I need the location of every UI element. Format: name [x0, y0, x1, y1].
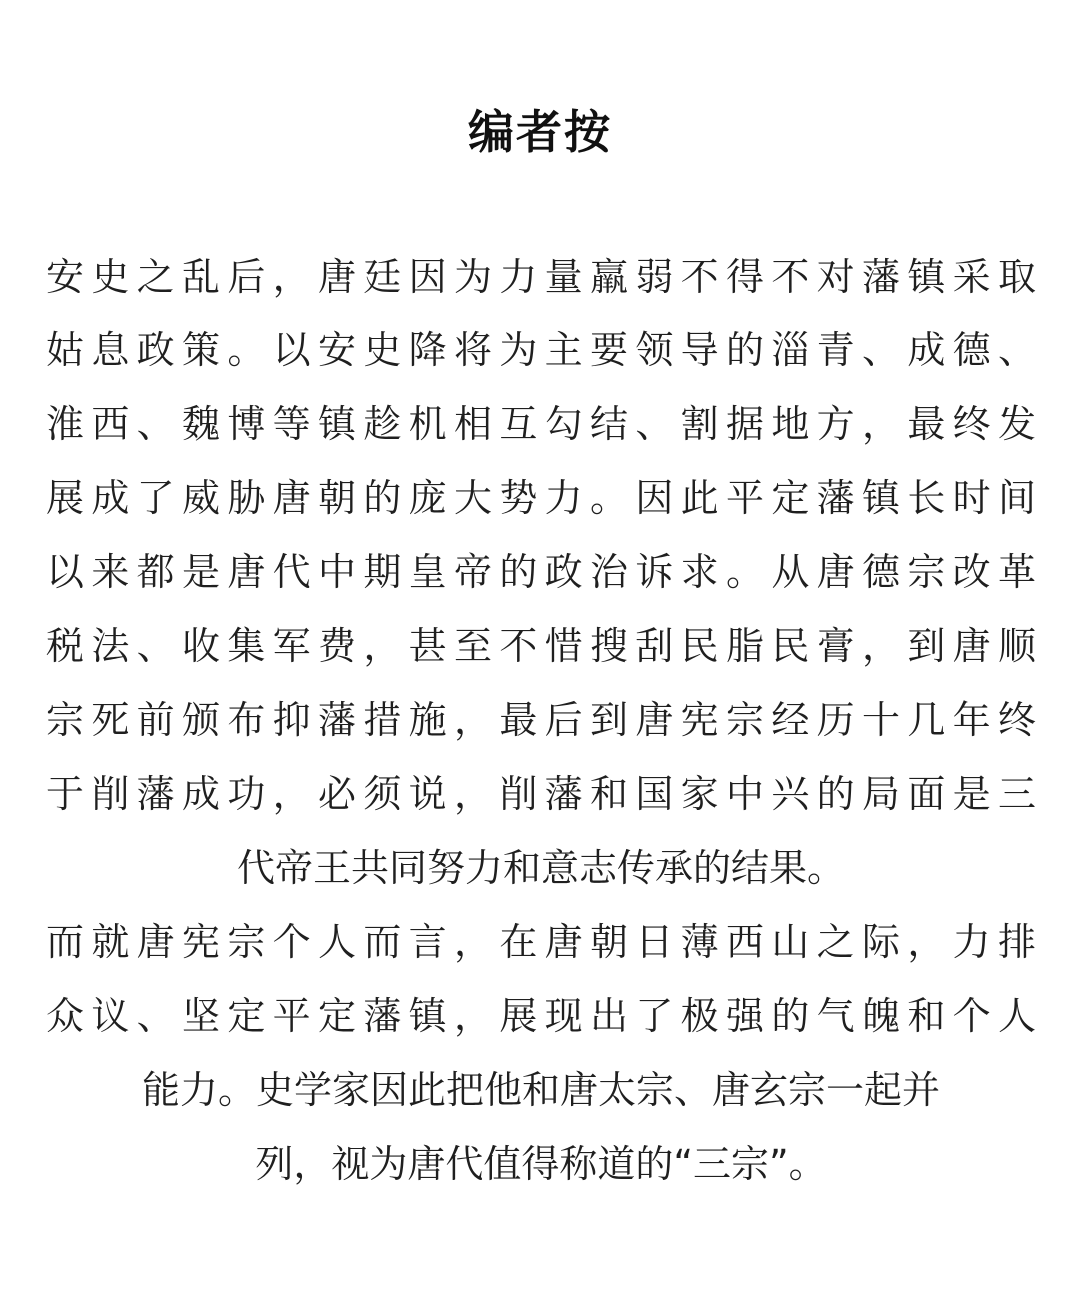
paragraph-line: 列，视为唐代值得称道的“三宗”。 — [255, 1142, 827, 1186]
paragraph-line: 宗死前颁布抑藩措施，最后到唐宪宗经历十几年终 — [46, 698, 1036, 742]
paragraph-line: 展成了威胁唐朝的庞大势力。因此平定藩镇长时间 — [46, 476, 1036, 520]
paragraph-line: 而就唐宪宗个人而言，在唐朝日薄西山之际，力排 — [46, 920, 1036, 964]
paragraph-line: 姑息政策。以安史降将为主要领导的淄青、成德、 — [46, 328, 1036, 372]
paragraph-line: 于削藩成功，必须说，削藩和国家中兴的局面是三 — [46, 772, 1036, 816]
paragraph-line: 众议、坚定平定藩镇，展现出了极强的气魄和个人 — [46, 994, 1036, 1038]
paragraph-line: 安史之乱后，唐廷因为力量羸弱不得不对藩镇采取 — [46, 255, 1036, 299]
page-title: 编者按 — [468, 105, 612, 159]
paragraph-line: 能力。史学家因此把他和唐太宗、唐玄宗一起并 — [141, 1068, 940, 1112]
paragraph-line: 税法、收集军费，甚至不惜搜刮民脂民膏，到唐顺 — [46, 624, 1036, 668]
paragraph-line: 代帝王共同努力和意志传承的结果。 — [236, 846, 845, 890]
paragraph-line: 以来都是唐代中期皇帝的政治诉求。从唐德宗改革 — [46, 550, 1036, 594]
paragraph-line: 淮西、魏博等镇趁机相互勾结、割据地方，最终发 — [46, 402, 1036, 446]
